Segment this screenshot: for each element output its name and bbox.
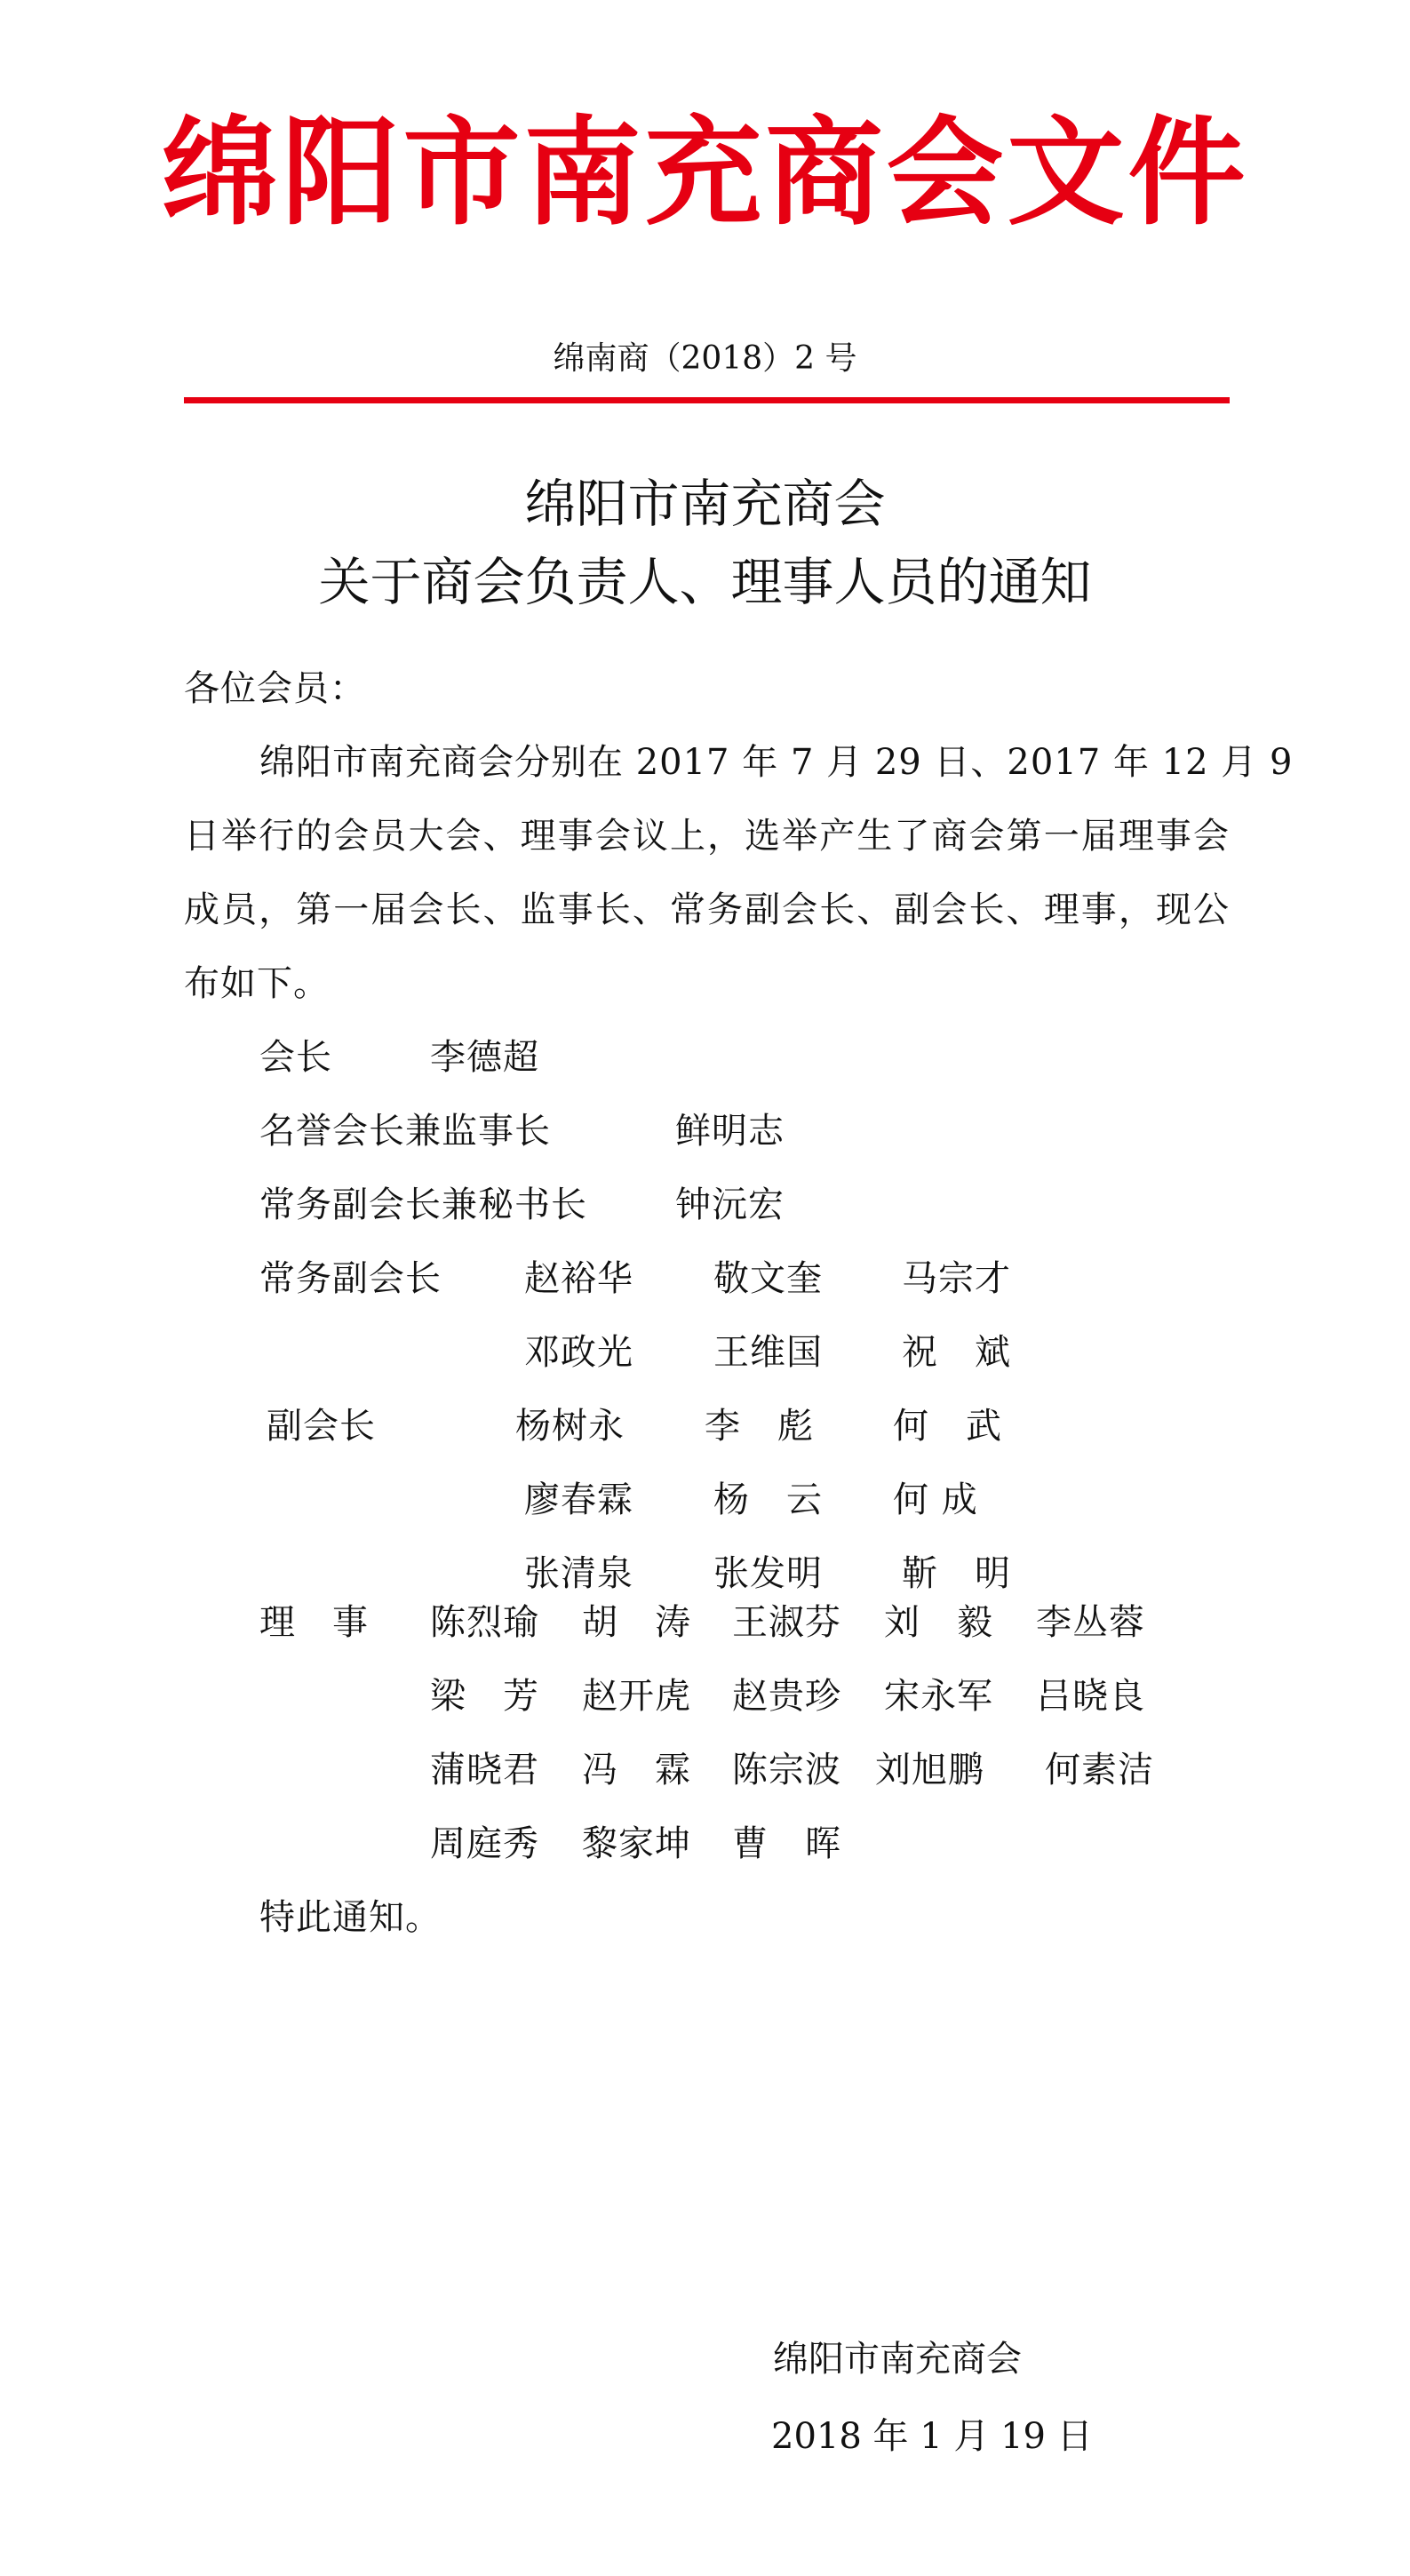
intro-line-4: 布如下。	[184, 963, 330, 1004]
notice-title-line1: 绵阳市南充商会	[524, 474, 886, 534]
name-exec-vice: 祝 斌	[902, 1332, 1011, 1373]
name-director: 刘 毅	[884, 1602, 993, 1643]
name-vice: 杨 云	[713, 1479, 823, 1520]
name-director: 王淑芬	[732, 1602, 841, 1643]
role-honorary: 名誉会长兼监事长	[259, 1111, 551, 1152]
name-director: 赵开虎	[582, 1676, 691, 1717]
name-exec-secretary: 钟沅宏	[675, 1184, 785, 1225]
role-president: 会长	[259, 1037, 332, 1078]
name-director: 曹 晖	[732, 1823, 841, 1864]
name-honorary: 鲜明志	[675, 1111, 785, 1152]
name-director: 宋永军	[884, 1676, 993, 1717]
masthead-title: 绵阳市南充商会文件	[161, 105, 1249, 242]
name-director: 刘旭鹏	[875, 1750, 984, 1790]
role-directors: 理 事	[259, 1602, 369, 1643]
intro-line-3: 成员，第一届会长、监事长、常务副会长、副会长、理事，现公	[184, 889, 1230, 930]
name-director: 李丛蓉	[1036, 1602, 1145, 1643]
intro-line-2: 日举行的会员大会、理事会议上，选举产生了商会第一届理事会	[184, 816, 1230, 857]
name-president: 李德超	[430, 1037, 539, 1078]
role-exec-vice: 常务副会长	[259, 1258, 442, 1299]
role-vice: 副会长	[267, 1406, 376, 1447]
name-director: 陈宗波	[732, 1750, 841, 1790]
name-director: 黎家坤	[582, 1823, 691, 1864]
signature-date: 2018 年 1 月 19 日	[771, 2416, 1093, 2457]
signature-org: 绵阳市南充商会	[773, 2339, 1022, 2380]
name-vice: 张清泉	[524, 1553, 633, 1594]
name-vice: 何 成	[893, 1479, 978, 1520]
name-director: 何素洁	[1045, 1750, 1154, 1790]
intro-line-1: 绵阳市南充商会分别在 2017 年 7 月 29 日、2017 年 12 月 9	[259, 742, 1294, 783]
name-vice: 靳 明	[902, 1553, 1011, 1594]
name-exec-vice: 赵裕华	[524, 1258, 633, 1299]
name-director: 梁 芳	[430, 1676, 539, 1717]
name-exec-vice: 王维国	[713, 1332, 823, 1373]
name-director: 周庭秀	[430, 1823, 539, 1864]
notice-title-line2: 关于商会负责人、理事人员的通知	[318, 552, 1092, 612]
document-number: 绵南商（2018）2 号	[553, 340, 857, 377]
red-divider	[184, 397, 1230, 403]
name-exec-vice: 敬文奎	[713, 1258, 823, 1299]
role-exec-secretary: 常务副会长兼秘书长	[259, 1184, 587, 1225]
name-vice: 李 彪	[705, 1406, 814, 1447]
name-vice: 廖春霖	[524, 1479, 633, 1520]
name-vice: 何 武	[893, 1406, 1002, 1447]
salutation: 各位会员：	[184, 668, 366, 709]
name-director: 蒲晓君	[430, 1750, 539, 1790]
name-exec-vice: 马宗才	[902, 1258, 1011, 1299]
name-director: 吕晓良	[1036, 1676, 1145, 1717]
name-director: 陈烈瑜	[430, 1602, 539, 1643]
name-vice: 张发明	[713, 1553, 823, 1594]
name-exec-vice: 邓政光	[524, 1332, 633, 1373]
closing-text: 特此通知。	[259, 1897, 442, 1938]
name-vice: 杨树永	[515, 1406, 625, 1447]
name-director: 冯 霖	[582, 1750, 691, 1790]
name-director: 胡 涛	[582, 1602, 691, 1643]
name-director: 赵贵珍	[732, 1676, 841, 1717]
